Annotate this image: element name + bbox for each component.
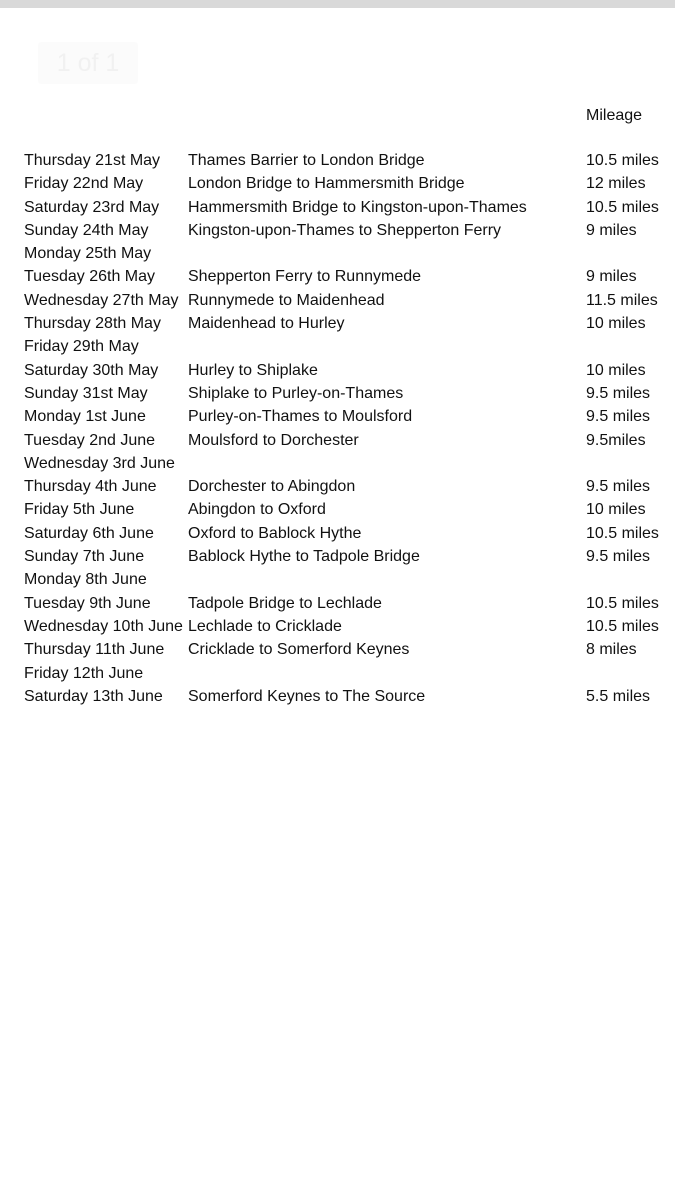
row-miles: 10 miles: [586, 501, 646, 519]
schedule-row: [24, 265, 675, 288]
schedule-row: [24, 242, 675, 265]
row-day: Tuesday 26th May: [24, 268, 156, 286]
schedule-row: [24, 312, 675, 335]
row-day: Thursday 28th May: [24, 315, 161, 333]
row-route: Shepperton Ferry to Runnymede: [188, 268, 422, 286]
schedule-row: [24, 359, 675, 382]
row-miles: 8 miles: [586, 641, 637, 659]
schedule-row: [24, 615, 675, 638]
row-route: Cricklade to Somerford Keynes: [188, 641, 410, 659]
row-day: Tuesday 9th June: [24, 594, 151, 612]
row-day: Sunday 31st May: [24, 384, 148, 402]
row-day: Wednesday 3rd June: [24, 454, 175, 472]
row-miles: 9.5 miles: [586, 478, 651, 496]
schedule-row: [24, 149, 675, 172]
top-bar: [0, 0, 675, 8]
schedule-row: [24, 638, 675, 661]
row-route: Tadpole Bridge to Lechlade: [188, 594, 382, 612]
schedule-row: [24, 685, 675, 708]
page-indicator: 1 of 1: [56, 48, 120, 77]
row-day: Saturday 6th June: [24, 524, 154, 542]
row-miles: 10.5 miles: [586, 524, 659, 542]
row-day: Thursday 4th June: [24, 478, 157, 496]
schedule-row: [24, 568, 675, 591]
row-route: Hurley to Shiplake: [188, 361, 318, 379]
row-day: Friday 5th June: [24, 501, 135, 519]
schedule-row: [24, 382, 675, 405]
row-route: Moulsford to Dorchester: [188, 431, 359, 449]
row-route: Runnymede to Maidenhead: [188, 291, 385, 309]
schedule-row: [24, 429, 675, 452]
row-miles: 10 miles: [586, 315, 646, 333]
row-miles: 9.5 miles: [586, 384, 651, 402]
row-miles: 9 miles: [586, 221, 637, 239]
row-day: Saturday 23rd May: [24, 198, 160, 216]
walking-schedule: [24, 149, 675, 708]
row-miles: 10.5 miles: [586, 198, 659, 216]
row-route: London Bridge to Hammersmith Bridge: [188, 175, 465, 193]
row-miles: 9.5 miles: [586, 548, 651, 566]
row-day: Sunday 24th May: [24, 221, 149, 239]
schedule-row: [24, 196, 675, 219]
schedule-row: [24, 545, 675, 568]
row-miles: 10 miles: [586, 361, 646, 379]
row-day: Sunday 7th June: [24, 548, 145, 566]
schedule-row: [24, 498, 675, 521]
row-route: Kingston-upon-Thames to Shepperton Ferry: [188, 221, 502, 239]
row-day: Friday 22nd May: [24, 175, 144, 193]
row-day: Monday 25th May: [24, 245, 152, 263]
row-route: Dorchester to Abingdon: [188, 478, 356, 496]
row-day: Wednesday 10th June: [24, 617, 183, 635]
schedule-row: [24, 405, 675, 428]
row-day: Saturday 13th June: [24, 687, 163, 705]
row-day: Wednesday 27th May: [24, 291, 179, 309]
row-route: Maidenhead to Hurley: [188, 315, 345, 333]
row-day: Friday 29th May: [24, 338, 139, 356]
schedule-row: [24, 592, 675, 615]
row-miles: 9.5 miles: [586, 408, 651, 426]
row-miles: 10.5 miles: [586, 594, 659, 612]
row-route: Somerford Keynes to The Source: [188, 687, 426, 705]
row-miles: 12 miles: [586, 175, 646, 193]
row-route: Hammersmith Bridge to Kingston-upon-Thames: [188, 198, 527, 216]
row-miles: 5.5 miles: [586, 687, 651, 705]
row-miles: 9 miles: [586, 268, 637, 286]
schedule-row: [24, 289, 675, 312]
row-day: Monday 1st June: [24, 408, 146, 426]
row-route: Shiplake to Purley-on-Thames: [188, 384, 404, 402]
schedule-row: [24, 522, 675, 545]
row-day: Saturday 30th May: [24, 361, 159, 379]
row-route: Lechlade to Cricklade: [188, 617, 342, 635]
row-day: Monday 8th June: [24, 571, 147, 589]
schedule-row: [24, 172, 675, 195]
row-route: Oxford to Bablock Hythe: [188, 524, 362, 542]
row-route: Abingdon to Oxford: [188, 501, 326, 519]
row-day: Thursday 21st May: [24, 152, 161, 169]
row-miles: 11.5 miles: [586, 291, 658, 309]
row-route: Thames Barrier to London Bridge: [188, 152, 425, 169]
row-day: Tuesday 2nd June: [24, 431, 156, 449]
row-day: Friday 12th June: [24, 664, 144, 682]
row-route: Purley-on-Thames to Moulsford: [188, 408, 413, 426]
row-day: Thursday 11th June: [24, 641, 165, 659]
row-miles: 10.5 miles: [586, 617, 659, 635]
schedule-row: [24, 475, 675, 498]
schedule-row: [24, 662, 675, 685]
row-miles: 10.5 miles: [586, 152, 659, 169]
schedule-row: [24, 335, 675, 358]
row-route: Bablock Hythe to Tadpole Bridge: [188, 548, 420, 566]
row-miles: 9.5miles: [586, 431, 646, 449]
schedule-row: [24, 452, 675, 475]
mileage-column-header: Mileage: [586, 107, 643, 124]
schedule-row: [24, 219, 675, 242]
